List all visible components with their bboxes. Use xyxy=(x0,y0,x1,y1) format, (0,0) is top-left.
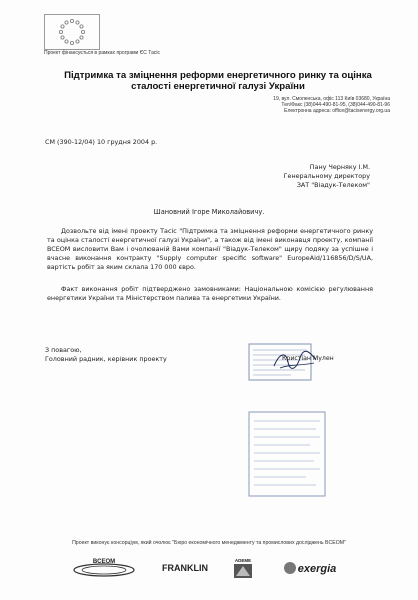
email-line: Електронна адреса: office@tacisenergy.org.ua xyxy=(284,108,390,114)
logo-bceom-text: BCEOM xyxy=(92,559,116,565)
body-paragraph-1: Дозвольте від імені проекту Тасіс "Підтримка та зміцнення реформи енергетичного ринку та оцінка сталості енергетичної галузі України", а також від імені виконавця проекту, компанії BCEOM висловити Вам і очолюваній Вами компанії "Віадук-Телеком" щиру подяку за успішне і вчасне виконання контракту "Supply computer specific software" EuropeAid/116856/D/S/UA, вартість робіт за яким склала 170 000 євро. xyxy=(47,227,373,271)
letter-reference: CM (390-12/04) 10 грудня 2004 р. xyxy=(45,138,158,146)
footer-consortium-text: Проект виконує консорціум, який очолює "Бюро економічного менеджменту та промислових досліджень BCEOM" xyxy=(72,540,346,546)
logo-franklin-text: FRANKLIN xyxy=(162,563,208,573)
closing-position: Головний радник, керівник проекту xyxy=(45,355,167,363)
recipient-block xyxy=(230,163,370,190)
closing-block xyxy=(45,346,167,364)
recipient-position: Генеральному директору xyxy=(283,172,370,180)
logo-exergia-text: exergia xyxy=(297,563,337,575)
ademe-logo xyxy=(228,556,258,580)
registration-stamp xyxy=(246,409,328,499)
eu-caption: Проект фінансується в рамках програми ЄС Тасіс xyxy=(44,50,161,56)
closing-regards: З повагою, xyxy=(45,346,82,354)
greeting: Шановний Ігоре Миколайовичу. xyxy=(153,208,265,216)
body-paragraph-2: Факт виконання робіт підтверджено замовниками: Національною комісією регулювання енергетики України та Міністерством палива та енергетики України. xyxy=(47,285,373,302)
recipient-company: ЗАТ "Віадук-Телеком" xyxy=(296,181,370,189)
recipient-name: Пану Черняку І.М. xyxy=(309,163,370,171)
franklin-logo xyxy=(157,556,213,580)
bceom-logo xyxy=(70,556,138,580)
phone-line: Тел/Факс (38)044-490-81-95, (38)044-490-81-96 xyxy=(281,102,390,108)
letterhead-title: Підтримка та зміцнення реформи енергетичного ринку та оцінка сталості енергетичної галузі України xyxy=(64,70,372,92)
address-line: 19, вул. Смоленська, офіс 113 Київ 03680, Україна xyxy=(273,96,390,102)
letterhead-address xyxy=(100,96,390,114)
eu-flag-logo xyxy=(44,14,100,50)
exergia-logo xyxy=(282,556,340,580)
logo-ademe-text: ADEME xyxy=(234,558,252,563)
signer-name: Кристіан Мулен xyxy=(282,355,334,362)
